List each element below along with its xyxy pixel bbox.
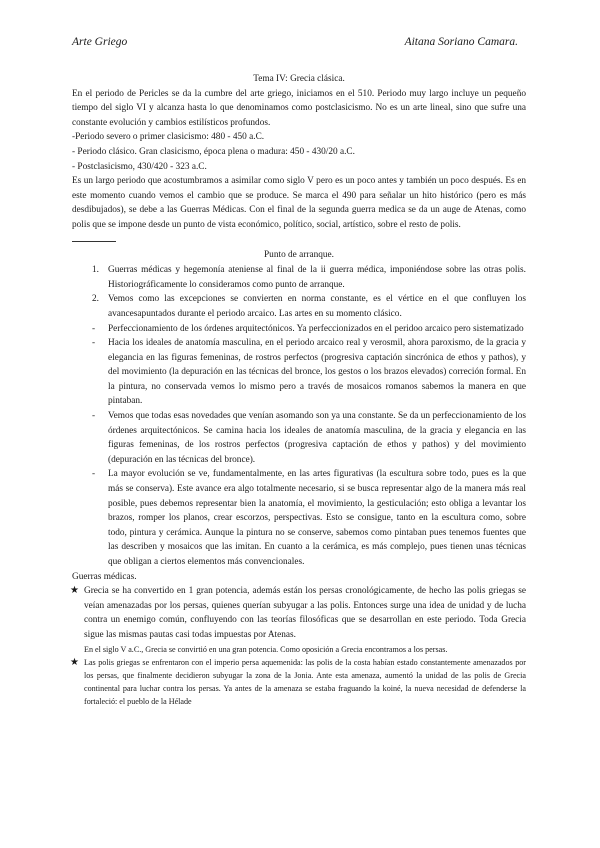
section-heading: Guerras médicas. [72,571,137,582]
list-item-text: Hacia los ideales de anatomía masculina, en el periodo arcaico real y verosmil, ahora paroxismo, de la gracia y elegancia en las figuras femeninas, de rostros perfectos (progresiva captación sincrónica de ethos y pathos), y del movimiento (la depuración en las técnicas del bronce, los gestos o los brazos elevados) correción formal. En la pintura, no conservada vemos lo mismo pero a través de mosaicos romanos sabemos la manera en que pintaban. [108,338,526,407]
page-title: Tema IV: Grecia clásica. [253,74,345,84]
numbered-list [72,263,526,321]
list-item [72,656,526,709]
star-bullet-icon: ★ [70,585,79,597]
list-item [72,467,526,569]
header-course: Arte Griego [72,36,128,48]
list-item-text: Vemos como las excepciones se convierten en norma constante, es el vértice en el que confluyen los avancesapuntados durante el periodo arcaico. Las artes en su momento clásico. [108,294,526,319]
list-marker: 1. [92,265,99,276]
list-marker: - [92,323,96,334]
period-line: - Periodo clásico. Gran clasicismo, época plena o madura: 450 - 430/20 a.C. [72,146,355,157]
intro-paragraph-2: Es un largo periodo que acostumbramos a asimilar como siglo V pero es un poco antes y también un poco después. Es en este momento cuando vemos el cambio que se produce. Se marca el 490 para señalar un hito histórico (pero es más desdibujados), se debe a las Guerras Médicas. Con el final de la segunda guerra medica se da un auge de Atenas, como polis que se impone desde un punto de vista económico, político, social, artístico, sobre el resto de polis. [72,176,526,230]
list-item [72,584,526,656]
subtitle: Punto de arranque. [264,249,334,260]
list-item-note: En el siglo V a.C., Grecia se convirtió en una gran potencia. Como oposición a Grecia encontramos a los persas. [84,644,448,654]
list-item-text: Perfeccionamiento de los órdenes arquitectónicos. Ya perfeccionizados en el peridoo arcaico pero sistematizado [108,323,524,334]
document-body [72,72,526,709]
period-line: - Postclasicismo, 430/420 - 323 a.C. [72,161,207,172]
list-marker: - [92,469,96,480]
list-item [72,336,526,409]
list-marker: 2. [92,294,99,305]
list-item-text: Grecia se ha convertido en 1 gran potencia, además están los persas cronológicamente, de hecho las polis griegas se veían amenazadas por los persas, quienes querían subyugar a las polis. Entonces surge una idea de unidad y de lucha contra un enemigo común, confluyendo con las teorías filosóficas que se desarrollan en este periodo. Toda Grecia sigue las mismas pautas casi todas impuestas por Atenas. [84,586,526,640]
period-line: -Periodo severo o primer clasicismo: 480 - 450 a.C. [72,132,265,143]
list-item-text: Las polis griegas se enfrentaron con el imperio persa aquemenida: las polis de la costa habían estado constantemente amenazados por los persas, que finalmente decidieron subyugar la zona de la Jonia. Ante esta amenaza, aumentó la unidad de las polis de Grecia continental para luchar contra los persas. Ya antes de la amenaza se estaba fraguando la koiné, la nueva necesidad de defenderse la fortaleció: el pueblo de la Hélade [84,657,526,707]
header-author: Aitana Soriano Camara. [404,36,518,48]
list-item [72,322,526,337]
divider [72,241,116,242]
list-item [72,292,526,321]
list-item-text: Vemos que todas esas novedades que venían asomando son ya una constante. Se da un perfeccionamiento de los órdenes arquitectónicos. Se camina hacia los ideales de anatomía masculina, de la gracia y elegancia en las figuras femeninas, de los rostros perfectos (progresiva captación de ethos y pathos) y del movimiento (depuración en las técnicas del bronce). [108,411,526,465]
dash-list [72,322,526,570]
list-item-text: Guerras médicas y hegemonía ateniense al final de la ii guerra médica, imponiéndose sobre las otras polis. Historiográficamente lo consideramos como punto de arranque. [108,265,526,290]
list-item-text: La mayor evolución se ve, fundamentalmente, en las artes figurativas (la escultura sobre todo, pues es la que más se conserva). Este avance era algo totalmente necesario, si se busca representar algo de la manera más real posible, pues debemos representar bien la anatomía, el movimiento, la gesticulación; esto obliga a levantar los brazos, romper los planos, crear escorzos, perspectivas. Esto se consigue, tanto en la escultura como, sobre todo, pintura y cerámica. Aunque la pintura no se conserve, sabemos como pintaban pues tenemos fuentes que las describen y mosaicos que las imitan. En cuanto a la cerámica, es más complejo, pues tienen unas técnicas que obligan a ciertos elementos más convencionales. [108,469,526,567]
intro-paragraph: En el periodo de Pericles se da la cumbre del arte griego, iniciamos en el 510. Periodo muy largo incluye un pequeño tiempo del siglo VI y alcanza hasta lo que denominamos como postclasicismo. No es un arte lineal, sino que sufre una constante evolución y cambios estilísticos profundos. [72,88,526,128]
list-item [72,409,526,467]
star-bullet-icon: ★ [70,656,79,668]
list-marker: - [92,411,96,422]
list-marker: - [92,338,96,349]
list-item [72,263,526,292]
